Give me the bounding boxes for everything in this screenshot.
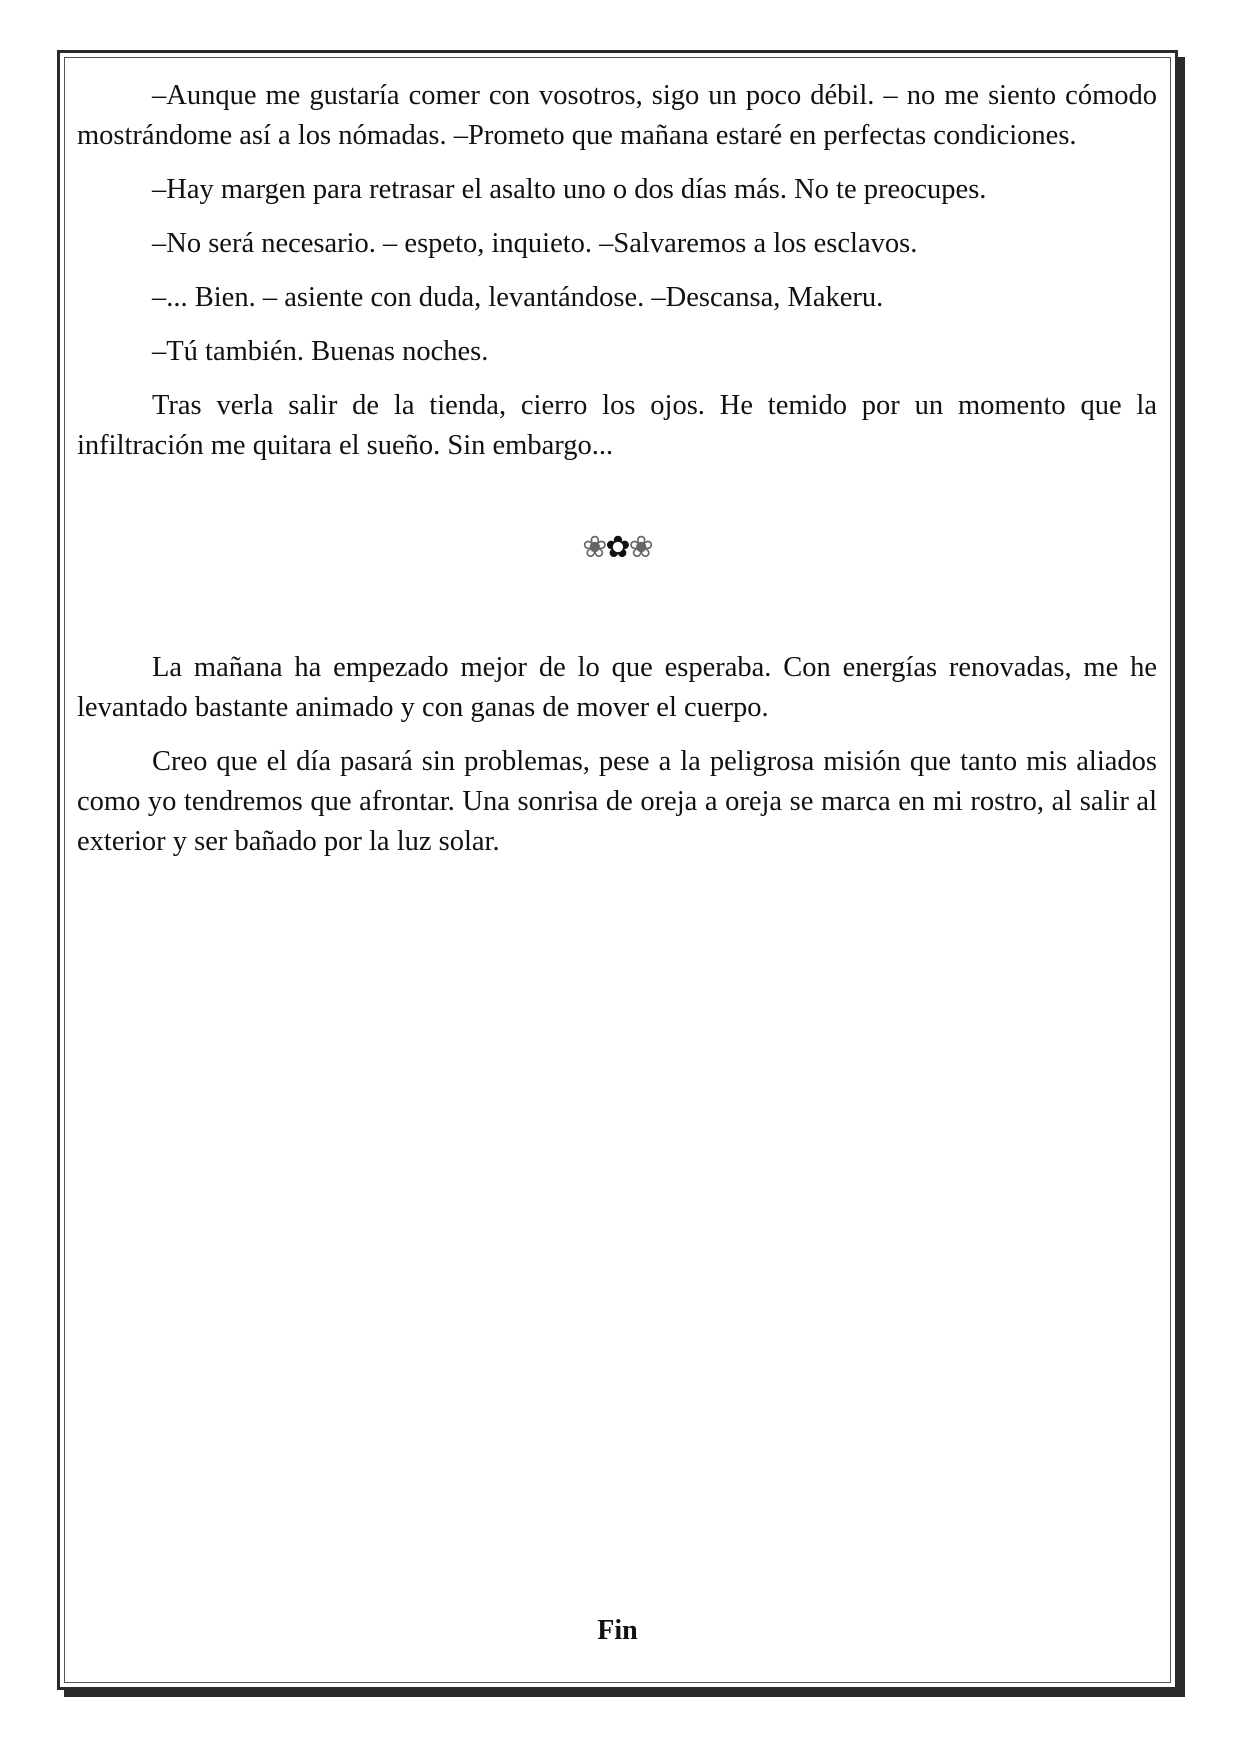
paragraph: –... Bien. – asiente con duda, levantándose. –Descansa, Makeru. xyxy=(152,282,884,313)
scene-break-ornament xyxy=(77,528,1157,568)
flower-outline-icon: ❀ xyxy=(628,531,652,564)
page-border xyxy=(57,50,1178,1690)
paragraph: Creo que el día pasará sin problemas, pese a la peligrosa misión que tanto mis aliados como yo tendremos que afrontar. Una sonrisa de oreja a oreja se marca en mi rostro, al salir al exterior y ser bañado por la luz solar. xyxy=(77,746,1157,857)
paragraph: –Hay margen para retrasar el asalto uno o dos días más. No te preocupes. xyxy=(152,174,987,205)
flower-outline-icon: ❀ xyxy=(582,531,606,564)
story-text xyxy=(77,76,1157,876)
paragraph: Tras verla salir de la tienda, cierro los ojos. He temido por un momento que la infiltración me quitara el sueño. Sin embargo... xyxy=(77,390,1157,461)
end-label: Fin xyxy=(597,1615,638,1646)
paragraph: –Tú también. Buenas noches. xyxy=(152,336,489,367)
paragraph: –No será necesario. – espeto, inquieto. –Salvaremos a los esclavos. xyxy=(152,228,918,259)
paragraph: La mañana ha empezado mejor de lo que esperaba. Con energías renovadas, me he levantado bastante animado y con ganas de mover el cuerpo. xyxy=(77,652,1157,723)
flower-solid-icon: ✿ xyxy=(605,531,629,564)
paragraph: –Aunque me gustaría comer con vosotros, sigo un poco débil. – no me siento cómodo mostrándome así a los nómadas. –Prometo que mañana estaré en perfectas condiciones. xyxy=(77,80,1157,151)
